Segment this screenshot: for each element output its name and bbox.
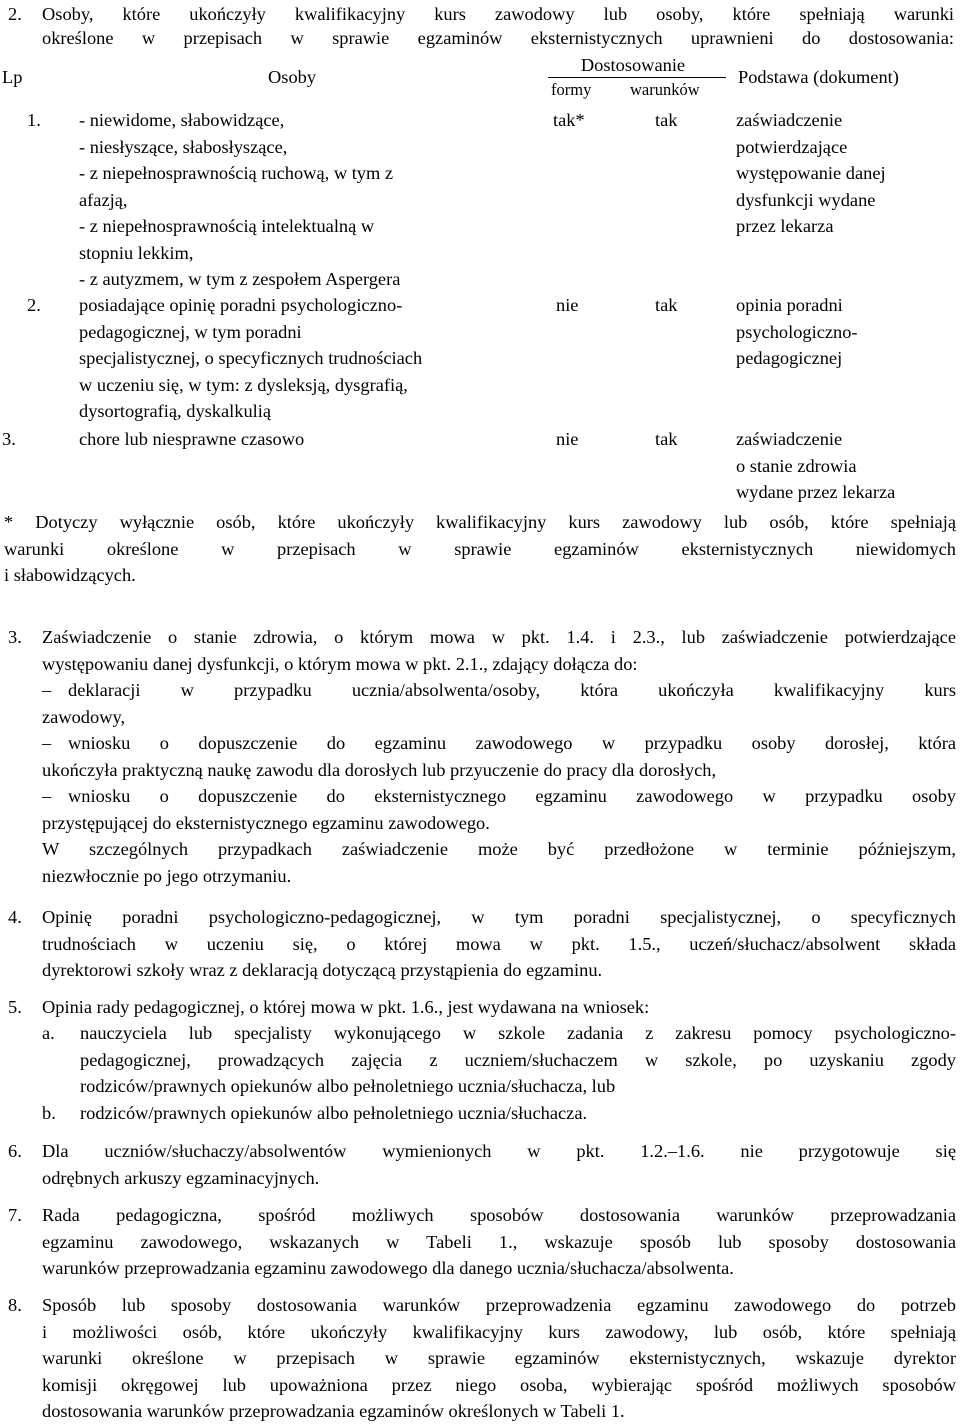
item-text-line: dyrektorowi szkoły wraz z deklaracją dotyczącą przystąpienia do egzaminu. [42,960,603,980]
item-body [42,1202,956,1282]
osoby-line: - niesłyszące, słabosłyszące, [79,136,288,157]
item-2 [0,0,960,52]
row-1-warunkow: tak [655,110,678,130]
header-dostosowanie: Dostosowanie [580,55,686,75]
osoby-line: - z niepełnosprawnością intelektualną w [79,216,375,236]
item-text-line: dostosowania warunków przeprowadzania egzaminów określonych w Tabeli 1. [42,1401,625,1421]
dash-item [42,783,956,836]
item-text-line: odrębnych arkuszy egzaminacyjnych. [42,1167,320,1188]
sub-item-a [80,1020,956,1100]
row-1-lp: 1. [27,110,41,130]
item-text-line: określone w przepisach w sprawie egzaminów eksternistycznych uprawnieni do dostosowania: [42,28,954,48]
sub-item-line: pedagogicznej, prowadzących zajęcia z uczniem/słuchaczem w szkole, po uzyskaniu zgody [80,1049,956,1070]
podstawa-line: dysfunkcji wydane [736,189,876,210]
dash-item-line: wniosku o dopuszczenie do eksternistycznego egzaminu zawodowego w przypadku osoby [68,786,956,806]
header-podstawa: Podstawa (dokument) [738,67,899,87]
item-text-line: warunków przeprowadzania egzaminu zawodowego dla danego ucznia/słuchacza/absolwenta. [42,1258,734,1278]
podstawa-line: potwierdzające [736,136,848,157]
podstawa-line: wydane przez lekarza [736,482,896,502]
dash-marker: – [42,680,52,700]
item-text-line: W szczególnych przypadkach zaświadczenie może być przedłożone w terminie późniejszym, [42,839,956,859]
item-number: 2. [8,4,22,24]
item-text-line: Osoby, które ukończyły kwalifikacyjny kurs zawodowy lub osoby, które spełniają warunki [42,4,954,24]
header-formy: formy [551,80,592,99]
table-footnote [4,509,956,589]
header-lp: Lp [2,67,23,87]
item-body [42,624,956,889]
row-3-podstawa [736,426,895,506]
row-2-warunkow: tak [655,295,678,315]
row-2-lp: 2. [27,295,41,315]
item-text-line: warunki określone w przepisach w sprawie egzaminów eksternistycznych, wskazuje dyrektor [42,1348,956,1368]
item-text-line: niezwłocznie po jego otrzymaniu. [42,865,292,886]
podstawa-line: przez lekarza [736,216,834,236]
item-number: 8. [8,1295,22,1315]
dash-marker: – [42,733,52,753]
row-1-podstawa [736,107,886,240]
dash-item-line: ukończyła praktyczną naukę zawodu dla dorosłych lub przyuczenie do pracy dla dorosłych, [42,759,717,780]
item-text-line: egzaminu zawodowego, wskazanych w Tabeli 1., wskazuje sposób lub sposoby dostosowania [42,1231,956,1252]
podstawa-line: pedagogicznej [736,348,843,368]
item-body [42,1138,956,1191]
header-osoby: Osoby [268,67,317,87]
sub-item-line: rodziców/prawnych opiekunów albo pełnoletniego ucznia/słuchacza, lub [80,1076,616,1096]
item-number: 6. [8,1141,22,1161]
item-text-line: występowaniu danej dysfunkcji, o którym mowa w pkt. 2.1., zdający dołącza do: [42,653,638,674]
item-text-line: Sposób lub sposoby dostosowania warunków przeprowadzenia egzaminu zawodowego do potrzeb [42,1295,956,1315]
item-number: 5. [8,997,22,1017]
row-3-warunkow: tak [655,429,678,449]
dash-item-line: deklaracji w przypadku ucznia/absolwenta/osoby, która ukończyła kwalifikacyjny kurs [68,680,956,700]
item-text-line: trudnościach w uczeniu się, o której mowa w pkt. 1.5., uczeń/słuchacz/absolwent składa [42,933,956,954]
item-text-line: Opinia rady pedagogicznej, o której mowa w pkt. 1.6., jest wydawana na wniosek: [42,997,650,1017]
dash-item [42,730,956,783]
podstawa-line: zaświadczenie [736,429,843,449]
row-1-formy: tak* [553,110,585,130]
row-3-lp: 3. [2,429,16,449]
sub-item-label: a. [42,1023,55,1043]
osoby-line: stopniu lekkim, [79,242,194,263]
osoby-line: - z autyzmem, w tym z zespołem Aspergera [79,269,401,289]
osoby-line: specjalistycznej, o specyficznych trudnościach [79,348,423,368]
sub-item-line: nauczyciela lub specjalisty wykonującego w szkole zadania z zakresu pomocy psychologiczno- [80,1023,956,1043]
item-number: 4. [8,907,22,927]
sub-item-b: rodziców/prawnych opiekunów albo pełnoletniego ucznia/słuchacza. [80,1103,588,1123]
osoby-line: w uczeniu się, w tym: z dysleksją, dysgrafią, [79,374,408,395]
row-2-formy: nie [556,295,579,315]
item-text-line: komisji okręgowej lub upoważniona przez niego osoba, wybierając spośród możliwych sposobów [42,1374,956,1395]
adjustment-table [0,52,960,500]
dash-item-line: zawodowy, [42,706,126,727]
item-body [42,1292,956,1424]
header-warunkow: warunków [630,80,700,99]
osoby-line: dysortografią, dyskalkulią [79,401,272,421]
podstawa-line: występowanie danej [736,163,886,183]
item-body [42,904,956,984]
podstawa-line: psychologiczno- [736,321,858,342]
dash-item-line: przystępującej do eksternistycznego egzaminu zawodowego. [42,812,490,833]
item-number: 7. [8,1205,22,1225]
dash-item [42,677,956,730]
osoby-line: chore lub niesprawne czasowo [79,429,305,449]
dash-marker: – [42,786,52,806]
item-text-line: Rada pedagogiczna, spośród możliwych sposobów dostosowania warunków przeprowadzania [42,1205,956,1225]
row-3-formy: nie [556,429,579,449]
footnote-line: i słabowidzących. [4,565,136,585]
item-number: 3. [8,627,22,647]
sub-item-label: b. [42,1103,56,1123]
osoby-line: pedagogicznej, w tym poradni [79,321,302,342]
osoby-line: - niewidome, słabowidzące, [79,110,285,130]
item-text-line: i możliwości osób, które ukończyły kwalifikacyjny kurs zawodowy, lub osób, które spełniają [42,1321,956,1342]
podstawa-line: opinia poradni [736,295,843,315]
row-2-podstawa [736,292,858,372]
footnote-line: * Dotyczy wyłącznie osób, które ukończyły kwalifikacyjny kurs zawodowy lub osób, które spełniają [4,512,956,532]
row-3-osoby [79,426,304,453]
osoby-line: - z niepełnosprawnością ruchową, w tym z [79,163,394,183]
podstawa-line: zaświadczenie [736,110,843,130]
row-1-osoby [79,107,400,293]
item-text-line: Zaświadczenie o stanie zdrowia, o którym mowa w pkt. 1.4. i 2.3., lub zaświadczenie potwierdzające [42,627,956,647]
osoby-line: afazją, [79,189,128,210]
item-text-line: Dla uczniów/słuchaczy/absolwentów wymienionych w pkt. 1.2.–1.6. nie przygotowuje się [42,1141,956,1161]
osoby-line: posiadające opinię poradni psychologiczno- [79,295,403,315]
row-2-osoby [79,292,422,425]
dash-item-line: wniosku o dopuszczenie do egzaminu zawodowego w przypadku osoby dorosłej, która [68,733,956,753]
footnote-line: warunki określone w przepisach w sprawie egzaminów eksternistycznych niewidomych [4,538,956,559]
item-text-line: Opinię poradni psychologiczno-pedagogicznej, w tym poradni specjalistycznej, o specyficznych [42,907,956,927]
podstawa-line: o stanie zdrowia [736,455,857,476]
